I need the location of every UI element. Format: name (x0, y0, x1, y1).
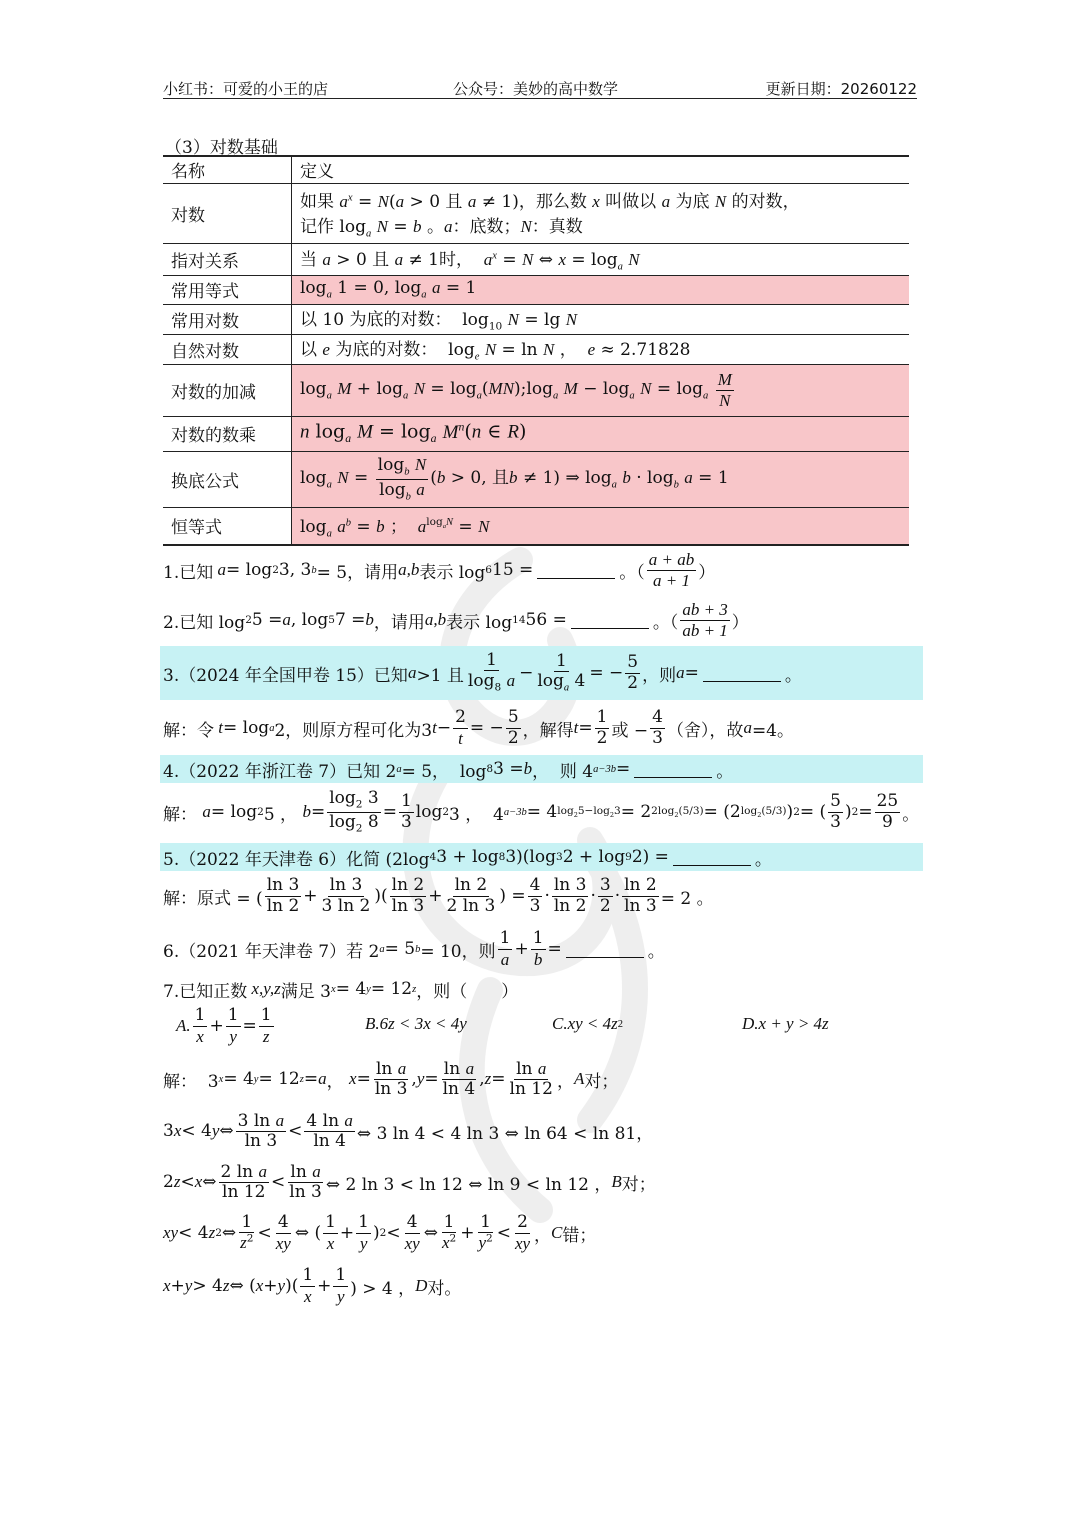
problem-7: 7.已知正数 x,y,z 满足 3 x = 4 y = 12 z ，则（ ） (163, 979, 519, 1002)
row-def: $\log_a a^b = b$ ； $a^{log_aN} = N$ (292, 507, 910, 545)
row-name: 对数的数乘 (163, 416, 292, 451)
answer-blank[interactable] (571, 612, 649, 629)
row-def: $\log_a 1 = 0$, $\log_a a = 1$ (292, 275, 910, 304)
row-name: 对数 (163, 183, 292, 243)
problem-2: 2.已知 log 2 5 = a , log 5 7 = b ，请用 a,b 表示 log 14 56 = 。（ $\frac{ab + 3}{ab + 1}$ ） (163, 600, 749, 640)
row-def: $\log_a N$ = $\frac{\log_b N}{\log_b a}$ (b > 0, 且b ≠ 1) ⇒ $\log_a b \cdot \log_b a = 1$ (292, 451, 910, 507)
row-name: 恒等式 (163, 507, 292, 545)
problem-6: 6.（2021 年天津卷 7）若 2 a = 5 b = 10，则 $\frac{1}{a}$ + $\frac{1}{b}$ = 。 (163, 928, 665, 969)
header-right: 更新日期：20260122 (765, 80, 917, 98)
table-row (163, 334, 909, 364)
solution-7-line-1: 解： 3 x = 4 y = 12 z = a ， x = $\frac{\text{ln a}}{\ln 3}$ , y = $\frac{\text{ln a}}{\ln 4}$ , z = $\frac{\text{ln a}}{\ln 12}$ ， A 对； (163, 1058, 619, 1099)
header-def: 定义 (292, 156, 910, 183)
row-def: n $\log_a M = \log_a M^n(n$ ∈ R) (292, 416, 910, 451)
solution-7-line-2: 3 x < 4 y ⇔ $\frac{\text{3 ln a}}{\ln 3}$ < $\frac{\text{4 ln a}}{\ln 4}$ ⇔ 3 ln 4 < 4 ln 3 ⇔ ln 64 < ln 81， (163, 1110, 654, 1151)
row-name: 对数的加减 (163, 364, 292, 416)
table-row (163, 451, 909, 507)
header-name: 名称 (163, 156, 292, 183)
row-def: 以 10 为底的对数： $\log_{10} N = \lg N$ (292, 304, 910, 334)
table-row (163, 183, 909, 243)
problem-3: 3.（2024 年全国甲卷 15）已知 a >1 且 $\frac{1}{\log_8 a}$ − $\frac{1}{\log_a 4}$ = − $\frac{5}{2}$ ，则 a = 。 (160, 646, 923, 700)
row-def: 以 e 为底的对数： $\log_e N = \ln N$ ， e ≈ 2.71828 (292, 334, 910, 364)
option-c[interactable]: C.xy < 4z 2 (552, 1014, 624, 1033)
row-def: $\log_a M + \log_a N$ = $\log_a(MN);\log_a$ $M - \log_a N = \log_a$ $\frac{M}{N}$ (292, 364, 910, 416)
answer-blank[interactable] (634, 761, 712, 778)
table-row (163, 416, 909, 451)
row-def: 如果 $a^x = N(a > 0$ 且 a ≠ 1)，那么数 x 叫做以 a 为底 N 的对数， 记作 $\log_a N = b$ 。a：底数；N：真数 (292, 183, 910, 243)
table-row (163, 243, 909, 275)
page-header (163, 78, 917, 99)
header-center: 公众号：美妙的高中数学 (453, 80, 619, 98)
header-left: 小红书：可爱的小王的店 (163, 80, 329, 98)
solution-3: 解：令 t = log a 2，则原方程可化为3 t − $\frac{2}{t}$ = − $\frac{5}{2}$ ，解得 t = $\frac{1}{2}$ 或 − $\frac{4}{3}$ （舍），故 a =4。 (163, 707, 794, 748)
answer-blank[interactable] (673, 849, 751, 866)
solution-4: 解： a = log 2 5 ， b = $\frac{\log_2 3}{\log_2 8}$ = $\frac{1}{3}$ log 2 3 ， 4 a−3b = 4 $\log_25-\log_23$ = 2 $2\log_2(5/3)$ = (2 $\log_2(5/3)$ ) 2 = ( $\frac{5}{3}$ ) 2 = $\frac{25}{9}$ 。 (163, 788, 920, 834)
section-title: （3）对数基础 (165, 138, 278, 158)
solution-5: 解：原式 = ( $\frac{\ln 3}{\ln 2}$ + $\frac{\ln 3}{3 \ln 2}$ )( $\frac{\ln 2}{\ln 3}$ + $\frac{\ln 2}{2 \ln 3}$ ) = $\frac{4}{3}$ · $\frac{\ln 3}{\ln 2}$ · $\frac{3}{2}$ · $\frac{\ln 2}{\ln 3}$ = 2 。 (163, 875, 714, 916)
row-name: 自然对数 (163, 334, 292, 364)
row-def: 当 a > 0 且 a ≠ 1时， $a^x = N$ ⇔ $x = \log_a N$ (292, 243, 910, 275)
solution-7-line-3: 2 z < x ⇔ $\frac{\text{2 ln a}}{\ln 12}$ < $\frac{\text{ln a}}{\ln 3}$ ⇔ 2 ln 3 < ln 12 ⇔ ln 9 < ln 12 ， B 对； (163, 1161, 656, 1202)
solution-7-line-5: x + y > 4 z ⇔ ( x + y )( $\frac{1}{x}$ + $\frac{1}{y}$ ) > 4 ， D 对。 (163, 1265, 462, 1306)
table-row (163, 275, 909, 304)
row-name: 换底公式 (163, 451, 292, 507)
table-header-row (163, 156, 909, 183)
definition-table (163, 155, 909, 546)
problem-1: 1.已知 a = log 2 3, 3 b = 5，请用 a,b 表示 log 6 15 = 。（ $\frac{a + ab}{a + 1}$ ） (163, 550, 716, 590)
table-row (163, 304, 909, 334)
problem-5: 5.（2022 年天津卷 6）化简 (2log 4 3 + log 8 3)(log 3 2 + log 9 2) = 。 (160, 843, 923, 871)
option-d[interactable]: D.x + y > 4z (742, 1014, 829, 1033)
option-a[interactable]: A. $\frac{1}{x}$ + $\frac{1}{y}$ = $\frac{1}{z}$ (176, 1005, 272, 1046)
row-name: 常用等式 (163, 275, 292, 304)
row-name: 指对关系 (163, 243, 292, 275)
option-b[interactable]: B.6z < 3x < 4y (365, 1014, 467, 1033)
solution-7-line-4: xy < 4 z 2 ⇔ $\frac{1}{z^2}$ < $\frac{4}{xy}$ ⇔ ( $\frac{1}{x}$ + $\frac{1}{y}$ ) 2 < $\frac{4}{xy}$ ⇔ $\frac{1}{x^2}$ + $\frac{1}{y^2}$ < $\frac{2}{xy}$ ， C 错； (163, 1211, 597, 1253)
answer-blank[interactable] (703, 665, 781, 682)
table-row (163, 507, 909, 545)
problem-4: 4.（2022 年浙江卷 7）已知 2 a = 5， log 8 3 = b ， 则 4 a−3b = 。 (160, 755, 923, 783)
row-name: 常用对数 (163, 304, 292, 334)
table-row (163, 364, 909, 416)
answer-blank[interactable] (566, 941, 644, 958)
answer-blank[interactable] (537, 562, 615, 579)
